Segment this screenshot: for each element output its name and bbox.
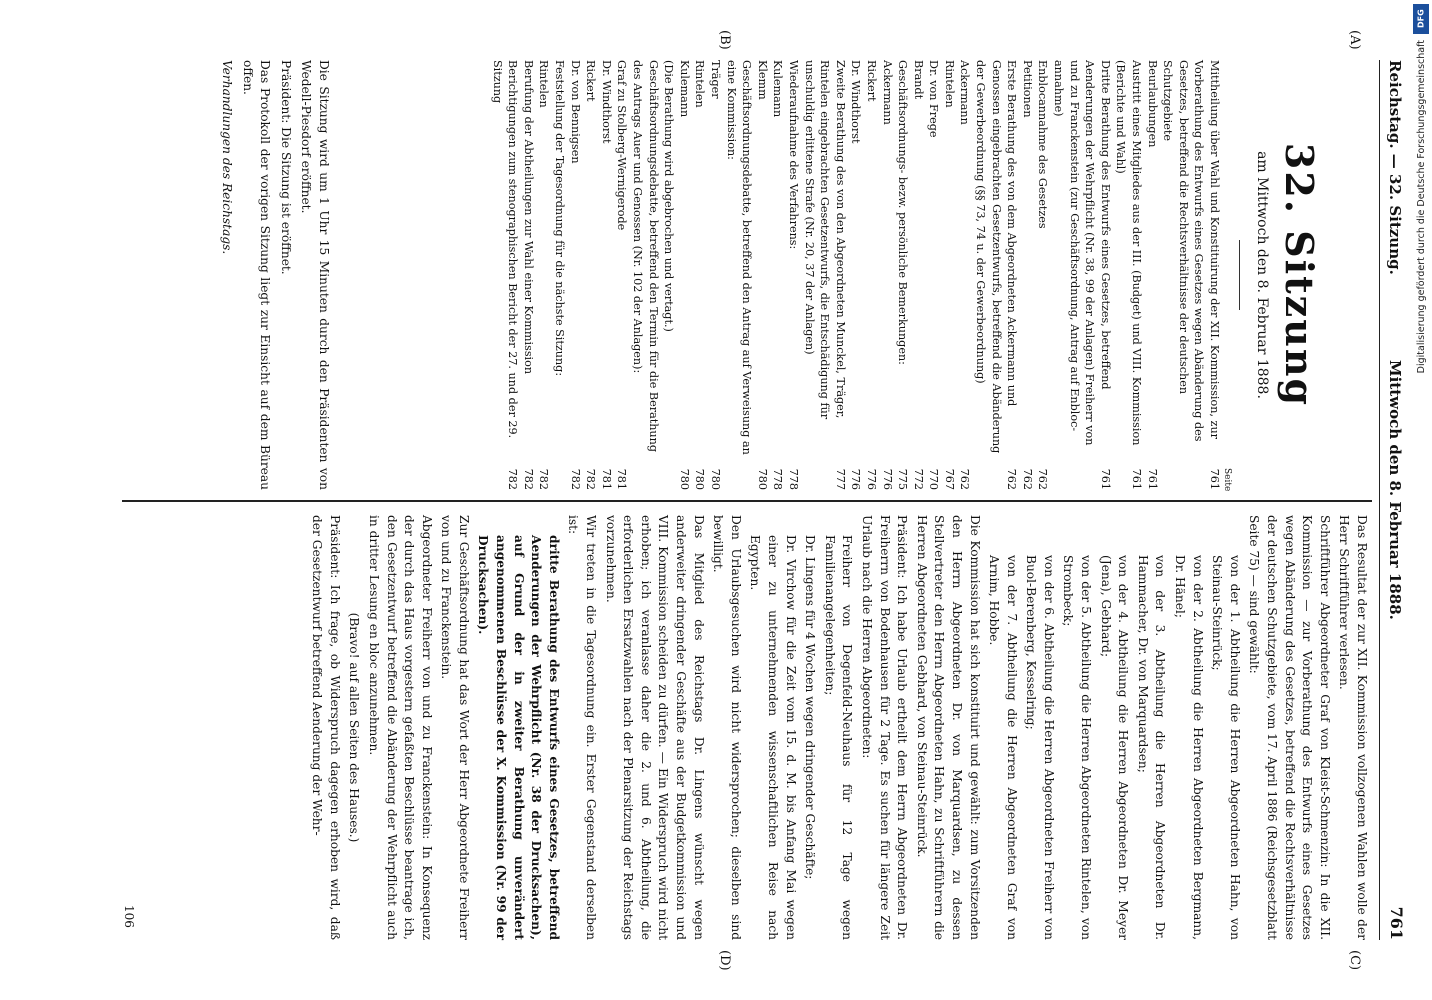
paragraph: Freiherr von Degenfeld-Neuhaus für 12 Tage wegen Familienangelegenheiten; [822,535,855,940]
toc-entry-text: Berichtigungen zum stenographischen Bericht der 27. und der 29. Sitzung [490,60,520,439]
paragraph: Dr. Virchow für die Zeit vom 15. d. M. bis Anfang Mai wegen einer zu unternehmenden wissenschaftlichen Reise nach Egypten. [748,535,798,940]
toc-entry-text: Petitionen [1020,60,1034,118]
toc-entry-page [629,462,660,490]
commission-member-line: von der 5. Abtheilung die Herren Abgeordneten Rintelen, von Strombeck; [1061,555,1094,940]
dfg-credit-strip [1412,4,1430,994]
toc-entry [895,60,911,490]
header-date: Mittwoch den 8. Februar 1888. [1386,360,1404,620]
toc-entry [801,60,848,490]
toc-entry [520,60,536,490]
toc-entry-text: Rickert [864,60,878,102]
toc-page-label: Seite [1222,468,1232,492]
toc-entry-page: 776 [864,468,878,490]
margin-marker-d: (D) [717,950,732,971]
toc-entry [754,60,770,490]
toc-entry [567,60,583,490]
paragraph: Das Resultat der zur XII. Kommission vollzogenen Wahlen wolle der Herr Schriftführer verlesen. [1337,515,1369,940]
toc-entry-page: 776 [849,468,863,490]
toc-entry-text: Feststellung der Tagesordnung für die nächste Sitzung: [553,60,567,377]
table-of-contents [489,60,1222,490]
toc-entry-text: Geschäftsordnungsdebatte, betreffend den Termin für die Berathung des Antrags Auer und Genossen (Nr. 102 der Anlagen): [631,60,660,453]
toc-entry [1050,60,1112,490]
toc-entry [1160,60,1222,490]
paragraph: (Bravo! auf allen Seiten des Hauses.) [347,612,362,843]
toc-entry [583,60,599,490]
toc-entry [551,60,567,490]
margin-marker-b: (B) [717,30,732,50]
toc-entry [910,60,926,490]
protocol-note: Das Protokoll der vorigen Sitzung liegt zur Einsicht auf dem Büreau offen. [240,60,273,490]
dfg-logo: DFG [1413,4,1429,34]
toc-entry-text: Dr. von Frege [927,60,941,138]
toc-entry [770,60,786,490]
toc-entry-page: 761 [1098,468,1112,490]
toc-entry-page: 762 [958,468,972,490]
toc-entry-page: 780 [709,468,722,490]
toc-entry-page: 780 [755,468,769,490]
dfg-credit-text: Digitalisierung gefördert durch die Deutsche Forschungsgemeinschaft [1415,40,1427,374]
toc-entry [1019,60,1035,490]
toc-entry-page: 777 [833,468,847,490]
toc-entry-page: 762 [1036,468,1050,490]
toc-entry-text: Erste Berathung des von dem Abgeordneten Ackermann und Genossen eingebrachten Gesetzentwurfs, betreffend die Abänderung der Gewerbeordnung (§§ 73, 74 u. der Gewerbeordnung) [974,60,1019,454]
toc-entry [957,60,973,490]
session-title: 32. Sitzung [1277,142,1322,408]
toc-entry [879,60,895,490]
toc-entry [676,60,692,490]
header-left: Reichstag. — 32. Sitzung. [1386,60,1404,275]
paragraph: Schriftführer Abgeordneter Graf von Kleist-Schmenzin: In die XII. Kommission — zur Vorberathung des Entwurfs eines Gesetzes wegen Abänderung des Gesetzes, betreffend die Rechtsverhältnisse der deutschen Schutzgebiete, vom 17. April 1886 (Reichsgesetzblatt Seite 75) — sind gewählt: [1247,515,1332,940]
toc-entry-text: Rintelen [693,60,707,108]
paragraph: Abgeordneter Freiherr von und zu Franckenstein: In Konsequenz der durch das Haus vorgestern gefaßten Beschlüsse beantrage ich, den Gesetzentwurf betreffend die Abänderung der Wehrpflicht auch in dritter Lesung en bloc anzunehmen. [366,515,434,940]
toc-entry-text: Träger [709,60,722,99]
toc-entry-page: 772 [911,468,925,490]
publication-footer: Verhandlungen des Reichstags. [220,60,235,255]
toc-entry [707,60,723,490]
toc-entry [692,60,708,490]
toc-entry-text: Rintelen [537,60,551,108]
toc-entry-text: Dr. von Bennigsen [568,60,582,164]
paragraph: Den Urlaubsgesuchen wird nicht widersprochen; dieselben sind bewilligt. [711,515,743,940]
toc-entry-text: Ackermann [880,60,894,125]
opening-text [214,60,332,490]
toc-entry-page: 778 [786,468,800,490]
paragraph: Dr. Lingens für 4 Wochen wegen dringender Geschäfte; [803,535,818,880]
toc-entry-page: 782 [568,468,582,490]
commission-member-line: von der 7. Abtheilung die Herren Abgeordneten Graf von Arnim, Hobbe. [987,555,1019,940]
paragraph: Wir treten in die Tagesordnung ein. Erster Gegenstand derselben ist: [566,515,599,940]
toc-entry [848,60,864,490]
toc-entry-text: Rintelen [942,60,956,108]
commission-member-line: von der 2. Abtheilung die Herren Abgeordneten Bergmann, Dr. Hänel; [1173,555,1205,940]
paragraph: Das Mitglied des Reichstags Dr. Lingens wünscht wegen anderweiter dringender Geschäfte aus der Budgetkommission und VIII. Kommission scheiden zu dürfen. — Ein Widerspruch wird nicht erhoben; ich veranlasse daher die 2. und 6. Abtheilung, die erforderlichen Ersatzwahlen nach der Plenarsitzung der Reichstags vorzunehmen. [603,515,706,940]
margin-marker-a: (A) [1347,30,1362,50]
toc-entry-page [661,462,677,490]
paragraph: Präsident: Ich habe Urlaub ertheilt dem Herrn Abgeordneten Dr. Freiherrn von Bodenhausen für 2 Tage. Es suchen für längere Zeit Urlaub nach die Herren Abgeordneten: [859,515,910,940]
paragraph: Zur Geschäftsordnung hat das Wort der Herr Abgeordnete Freiherr von und zu Franckenstein. [439,515,471,940]
toc-entry-page: 776 [880,468,894,490]
toc-entry [941,60,957,490]
right-column [306,515,1370,940]
toc-entry-text: (Die Berathung wird abgebrochen und vertagt.) [662,60,676,332]
toc-entry-page: 761 [1208,468,1221,490]
sheet-number: 106 [122,905,136,928]
toc-entry [489,60,520,490]
toc-entry-page: 780 [693,468,707,490]
toc-entry-page: 761 [1130,468,1144,490]
toc-entry [723,60,754,490]
toc-entry [1113,60,1144,490]
toc-entry-text: Klemm [755,60,769,100]
toc-entry-page [723,462,754,490]
page-number: 761 [1387,906,1406,940]
toc-entry-page: 780 [677,468,691,490]
commission-member-line: von der 1. Abtheilung die Herren Abgeordneten Hahn, von Steinau-Steinrück; [1210,555,1242,940]
toc-entry-text: Geschäftsordnungsdebatte, betreffend den Antrag auf Verweisung an eine Kommission: [724,60,754,455]
toc-entry-text: Dr. Windthorst [599,60,613,144]
toc-entry-page: 761 [1145,468,1159,490]
toc-entry [785,60,801,490]
title-divider [1239,240,1240,310]
toc-entry [1144,60,1160,490]
toc-entry [863,60,879,490]
member-list [985,515,1243,940]
toc-entry-text: Graf zu Stolberg-Wernigerode [615,60,629,231]
column-divider [122,500,1372,502]
toc-entry-text: Geschäftsordnungs- bezw. persönliche Bemerkungen: [896,60,910,365]
toc-entry-text: Kulemann [677,60,691,118]
session-subtitle: am Mittwoch den 8. Februar 1888. [1254,151,1270,399]
toc-entry-text: Enblocannahme des Gesetzes [1036,60,1050,229]
toc-entry-page: 782 [584,468,598,490]
commission-member-line: von der 3. Abtheilung die Herren Abgeordneten Dr. Hammacher, Dr. von Marquardsen; [1135,555,1168,940]
toc-entry-page [551,462,567,490]
toc-entry-text: Mittheilung über Wahl und Konstituirung der XII. Kommission, zur Vorberathung des Entwurfs eines Gesetzes wegen Abänderung des Gesetzes, betreffend die Rechtsverhältnisse der deutschen Schutzgebiete [1161,60,1221,442]
toc-entry-page: 778 [771,468,785,490]
running-header [1379,60,1410,940]
toc-entry-text: Ackermann [958,60,972,125]
toc-entry [926,60,942,490]
toc-entry [614,60,630,490]
toc-entry-page: 767 [942,468,956,490]
toc-entry-text: Wiederaufnahme des Verfahrens: [786,60,800,250]
commission-member-line: von der 4. Abtheilung die Herren Abgeordneten Dr. Meyer (Jena), Gebhard; [1098,555,1131,940]
toc-entry-page: 770 [927,468,941,490]
toc-entry-text: Zweite Berathung des von den Abgeordneten Munckel, Träger, Rintelen eingebrachten Gesetzentwurfs, die Entschädigung für unschuldig erlittene Strafe (Nr. 20, 37 der Anlagen) [802,60,847,420]
toc-entry-page: 762 [1005,468,1019,490]
paragraph: Die Kommission hat sich konstituirt und gewählt: zum Vorsitzenden den Herrn Abgeordneten Dr. von Marquardsen, zu dessen Stellvertreter den Herrn Abgeordneten Hahn, zu Schriftführern die Herren Abgeordneten Gebhard, von Steinau-Steinrück. [914,515,982,940]
paragraph: dritte Berathung des Entwurfs eines Gesetzes, betreffend Aenderungen der Wehrpflicht (Nr. 38 der Drucksachen), auf Grund der in zweiter Berathung unverändert angenommenen Beschlüsse der X. Kommission (Nr. 99 der Drucksachen). [476,535,561,940]
paragraph: Präsident: Ich frage, ob Widerspruch dagegen erhoben wird, daß der Gesetzentwurf betreffend Aenderung der Wehr- [310,515,342,940]
toc-entry-text: Dritte Berathung des Entwurfs eines Gesetzes, betreffend Aenderungen der Wehrpflicht (Nr. 38, 99 der Anlagen) Freiherr von und zu Franckenstein (zur Geschäftsordnung, Antrag auf Enbloc-annahme) [1052,60,1112,446]
toc-entry-page: 782 [521,468,535,490]
toc-entry [1035,60,1051,490]
toc-entry-page: 781 [599,468,613,490]
toc-entry [629,60,660,490]
toc-entry [661,60,677,490]
toc-entry-text: Rickert [584,60,598,102]
toc-entry-page: 762 [1020,468,1034,490]
commission-member-line: von der 6. Abtheilung die Herren Abgeordneten Freiherr von Buol-Berenberg, Kesselring; [1024,555,1056,940]
toc-entry-page: 781 [615,468,629,490]
toc-entry-text: Kulemann [771,60,785,118]
toc-entry [536,60,552,490]
toc-entry-text: Austritt eines Mitgliedes aus der III. (Budget) und VIII. Kommission (Berichte und Wahl) [1114,60,1144,446]
margin-marker-c: (C) [1347,950,1362,971]
opening-paragraph: Die Sitzung wird um 1 Uhr 15 Minuten durch den Präsidenten von Wedell-Piesdorf eröffnet. [299,60,331,490]
president-opening: Präsident: Die Sitzung ist eröffnet. [278,60,293,275]
toc-entry-text: Brandt [911,60,925,100]
toc-entry [973,60,1020,490]
toc-entry-text: Berufung der Abtheilungen zur Wahl einer Kommission [521,60,535,375]
toc-entry-text: Dr. Windthorst [849,60,863,144]
toc-entry-page: 782 [506,468,520,490]
toc-entry-page: 782 [537,468,551,490]
toc-entry-page: 775 [896,468,910,490]
toc-entry-text: Beurlaubungen [1145,60,1159,148]
toc-entry [598,60,614,490]
